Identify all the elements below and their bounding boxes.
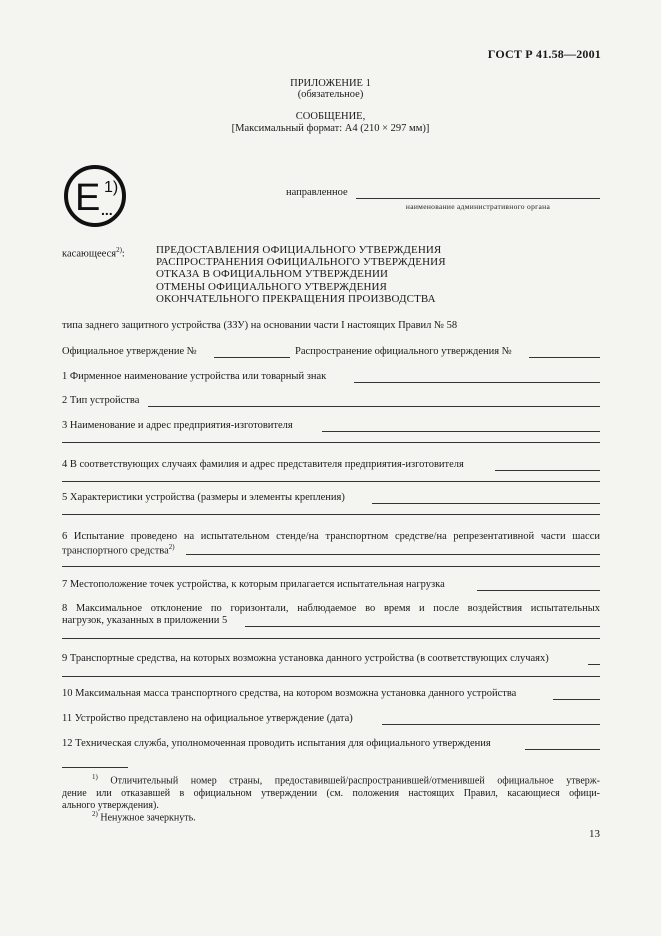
option-extension: РАСПРОСТРАНЕНИЯ ОФИЦИАЛЬНОГО УТВЕРЖДЕНИЯ bbox=[156, 256, 446, 269]
item-7-field[interactable] bbox=[477, 590, 600, 591]
message-title: СООБЩЕНИЕ, bbox=[295, 111, 366, 122]
footnote-rule bbox=[62, 767, 128, 768]
footnote-1 bbox=[62, 771, 600, 813]
item-3-field-2[interactable] bbox=[62, 442, 600, 443]
item-12-field[interactable] bbox=[525, 749, 600, 750]
item-8-label: 8 Максимальное отклонение по горизонтали, наблюдаемое во время и после воздействия испытательных bbox=[62, 603, 600, 614]
concerning-text: касающееся bbox=[62, 248, 117, 260]
item-5-label: 5 Характеристики устройства (размеры и элементы крепления) bbox=[62, 492, 345, 503]
item-8-field[interactable] bbox=[245, 626, 600, 627]
concerning-options bbox=[156, 244, 446, 305]
emark-dots: ... bbox=[101, 202, 113, 218]
appendix-status: (обязательное) bbox=[297, 89, 364, 100]
item-10-label: 10 Максимальная масса транспортного средства, на котором возможна установка данного устройства bbox=[62, 688, 517, 699]
item-9-label: 9 Транспортные средства, на которых возможна установка данного устройства (в соответствующих случаях) bbox=[62, 653, 549, 664]
extension-number-field[interactable] bbox=[529, 357, 600, 358]
item-11-field[interactable] bbox=[382, 724, 600, 725]
type-line: типа заднего защитного устройства (ЗЗУ) на основании части I настоящих Правил № 58 bbox=[62, 320, 458, 331]
item-6-field[interactable] bbox=[186, 554, 600, 555]
item-7-label: 7 Местоположение точек устройства, к которым прилагается испытательная нагрузка bbox=[62, 579, 445, 590]
item-6-label-2-text: транспортного средства bbox=[62, 545, 169, 557]
emark-sup: 1) bbox=[104, 179, 119, 196]
format-note: [Максимальный формат: А4 (210 × 297 мм)] bbox=[231, 123, 430, 134]
footnote-1-text-1: Отличительный номер страны, предоставившей/распространившей/отменившей официальное утверж- bbox=[110, 775, 601, 787]
page-number: 13 bbox=[589, 828, 600, 840]
item-3-label: 3 Наименование и адрес предприятия-изготовителя bbox=[62, 420, 293, 431]
item-6-label-2 bbox=[62, 543, 175, 557]
footnote-1-sup: 1) bbox=[92, 773, 98, 781]
item-9-field-2[interactable] bbox=[62, 676, 600, 677]
concerning-sup: 2) bbox=[116, 246, 122, 254]
item-2-label: 2 Тип устройства bbox=[62, 395, 140, 406]
footnote-1-line-3: ального утверждения). bbox=[62, 800, 159, 812]
item-6-label: 6 Испытание проведено на испытательном стенде/на транспортном средстве/на репрезентативной части шасси bbox=[62, 531, 600, 542]
option-discontinued: ОКОНЧАТЕЛЬНОГО ПРЕКРАЩЕНИЯ ПРОИЗВОДСТВА bbox=[156, 292, 436, 305]
item-6-field-2[interactable] bbox=[62, 566, 600, 567]
option-refusal: ОТКАЗА В ОФИЦИАЛЬНОМ УТВЕРЖДЕНИИ bbox=[156, 268, 389, 281]
item-1-field[interactable] bbox=[354, 382, 600, 383]
footnote-2 bbox=[92, 808, 196, 825]
item-4-field-2[interactable] bbox=[62, 481, 600, 482]
item-5-field-2[interactable] bbox=[62, 514, 600, 515]
option-withdrawal: ОТМЕНЫ ОФИЦИАЛЬНОГО УТВЕРЖДЕНИЯ bbox=[156, 280, 387, 293]
appendix-title: ПРИЛОЖЕНИЕ 1 bbox=[290, 78, 371, 89]
footnote-1-line-1 bbox=[62, 771, 600, 788]
item-11-label: 11 Устройство представлено на официальное утверждение (дата) bbox=[62, 713, 353, 724]
approval-mark-icon bbox=[61, 162, 145, 230]
approval-number-label: Официальное утверждение № bbox=[62, 346, 197, 357]
directed-caption: наименование административного органа bbox=[405, 202, 551, 211]
item-3-field[interactable] bbox=[322, 431, 600, 432]
item-2-field[interactable] bbox=[148, 406, 600, 407]
item-8-field-2[interactable] bbox=[62, 638, 600, 639]
option-grant: ПРЕДОСТАВЛЕНИЯ ОФИЦИАЛЬНОГО УТВЕРЖДЕНИЯ bbox=[156, 244, 442, 256]
directed-field[interactable] bbox=[356, 198, 600, 199]
concerning-colon: : bbox=[121, 248, 125, 260]
concerning-label bbox=[62, 246, 125, 260]
item-9-field[interactable] bbox=[588, 664, 600, 665]
footnote-2-text: Ненужное зачеркнуть. bbox=[100, 812, 196, 824]
approval-number-field[interactable] bbox=[214, 357, 290, 358]
item-6-sup: 2) bbox=[168, 543, 175, 551]
item-5-field[interactable] bbox=[372, 503, 600, 504]
item-1-label: 1 Фирменное наименование устройства или товарный знак bbox=[62, 371, 327, 382]
directed-label: направленное bbox=[286, 187, 348, 198]
footnote-2-sup: 2) bbox=[92, 810, 98, 818]
item-10-field[interactable] bbox=[553, 699, 600, 700]
item-8-label-2: нагрузок, указанных в приложении 5 bbox=[62, 615, 228, 626]
footnote-1-line-2: дение или отказавшей в официальном утверждении (см. положения настоящих Правил, касающиеся офици- bbox=[62, 787, 600, 799]
item-12-label: 12 Техническая служба, уполномоченная проводить испытания для официального утверждения bbox=[62, 738, 491, 749]
document-code: ГОСТ Р 41.58—2001 bbox=[487, 47, 601, 61]
item-4-label: 4 В соответствующих случаях фамилия и адрес представителя предприятия-изготовителя bbox=[62, 459, 464, 470]
emark-letter: E bbox=[75, 177, 101, 219]
extension-number-label: Распространение официального утверждения № bbox=[295, 346, 512, 357]
item-4-field[interactable] bbox=[495, 470, 600, 471]
